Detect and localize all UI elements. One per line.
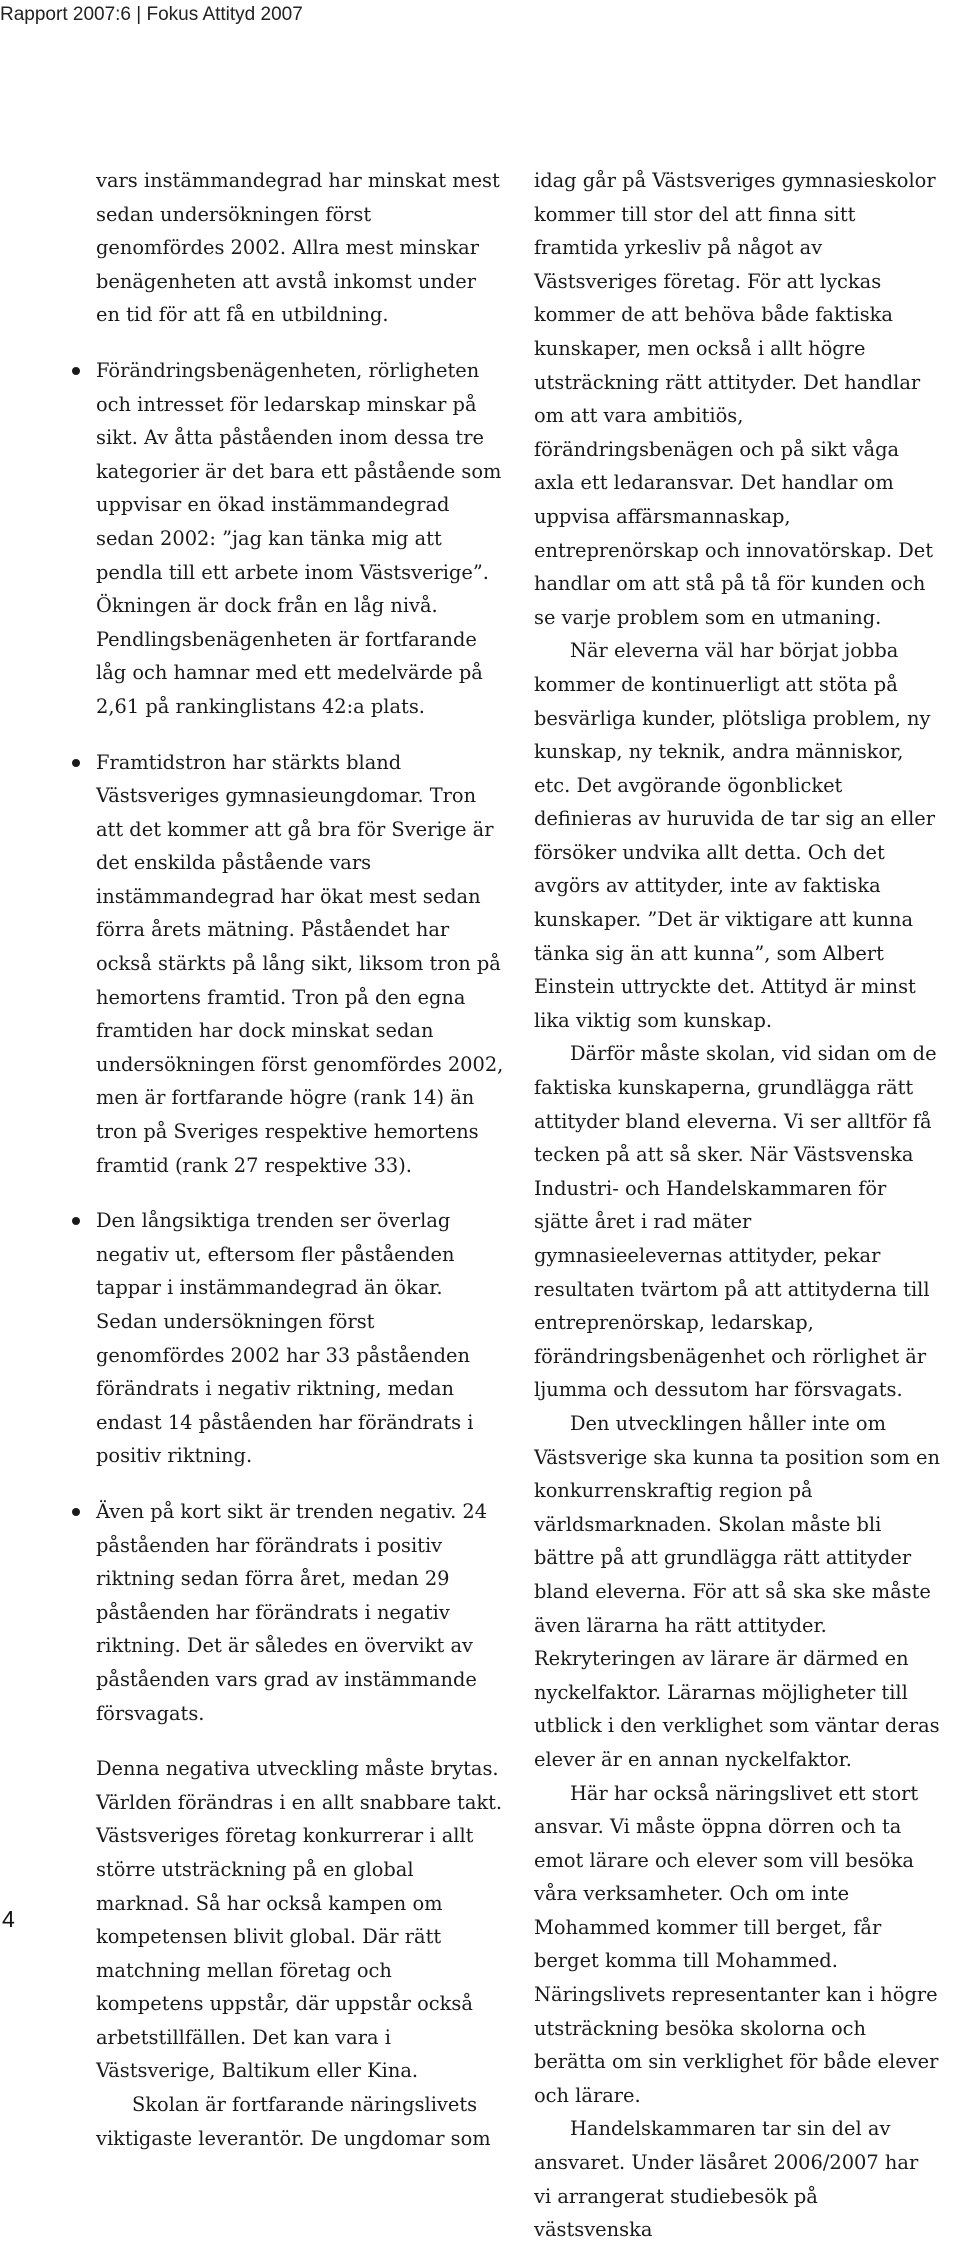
running-header <box>0 0 960 30</box>
page-number: 4 <box>2 1906 15 1932</box>
findings-bullet-list <box>96 354 504 1730</box>
left-column <box>96 164 504 2155</box>
left-paragraph: Denna negativa utveckling måste brytas. Världen förändras i en allt snabbare takt. Västsveriges företag konkurrerar i allt större utsträckning på en global marknad. Så har också kampen om kompetensen blivit global. Där rätt matchning mellan företag och kompetens uppstår, där uppstår också arbetstillfällen. Det kan vara i Västsverige, Baltikum eller Kina. <box>96 1757 503 2083</box>
right-column <box>534 164 940 2247</box>
bullet-item: Även på kort sikt är trenden negativ. 24 påståenden har förändrats i positiv riktning sedan förra året, medan 29 påståenden har förändrats i negativ riktning. Det är således en övervikt av påståenden vars grad av instämmande försvagats. <box>96 1495 504 1730</box>
bullet-item: Förändringsbenägenheten, rörligheten och intresset för ledarskap minskar på sikt. Av åtta påståenden inom dessa tre kategorier är det bara ett påstående som uppvisar en ökad instämmandegrad sedan 2002: ”jag kan tänka mig att pendla till ett arbete inom Västsverige”. Ökningen är dock från en låg nivå. Pendlingsbenägenheten är fortfarande låg och hamnar med ett medelvärde på 2,61 på rankinglistans 42:a plats. <box>96 354 504 724</box>
right-paragraph: När eleverna väl har börjat jobba kommer de kontinuerligt att stöta på besvärliga kunder, plötsliga problem, ny kunskap, ny teknik, andra människor, etc. Det avgörande ögonblicket definieras av huruvida de tar sig an eller försöker undvika allt detta. Och det avgörs av attityder, inte av faktiska kunskaper. ”Det är viktigare att kunna tänka sig än att kunna”, som Albert Einstein uttryckte det. Attityd är minst lika viktig som kunskap. <box>534 639 936 1032</box>
header-text: Rapport 2007:6 | Fokus Attityd 2007 <box>0 4 303 25</box>
right-paragraph: Handelskammaren tar sin del av ansvaret. Under läsåret 2006/2007 har vi arrangerat studiebesök på västsvenska <box>534 2117 919 2242</box>
right-paragraph: idag går på Västsveriges gymnasieskolor kommer till stor del att finna sitt framtida yrkesliv på något av Västsveriges företag. För att lyckas kommer de att behöva både faktiska kunskaper, men också i allt högre utsträckning rätt attityder. Det handlar om att vara ambitiös, förändringsbenägen och på sikt våga axla ett ledaransvar. Det handlar om uppvisa affärsmannaskap, entreprenörskap och innovatörskap. Det handlar om att stå på tå för kunden och se varje problem som en utmaning. <box>534 169 936 629</box>
bullet-item: Den långsiktiga trenden ser överlag negativ ut, eftersom fler påståenden tappar i instämmandegrad än ökar. Sedan undersökningen först genomfördes 2002 har 33 påståenden förändrats i negativ riktning, medan endast 14 påståenden har förändrats i positiv riktning. <box>96 1204 504 1473</box>
left-intro-paragraph: vars instämmandegrad har minskat mest sedan undersökningen först genomfördes 2002. Allra mest minskar benägenheten att avstå inkomst under en tid för att få en utbildning. <box>96 169 500 327</box>
right-paragraph: Därför måste skolan, vid sidan om de faktiska kunskaperna, grundlägga rätt attityder bland eleverna. Vi ser alltför få tecken på att så sker. När Västsvenska Industri- och Handelskammaren för sjätte året i rad mäter gymnasieelevernas attityder, pekar resultaten tvärtom på att attityderna till entreprenörskap, ledarskap, förändringsbenägenhet och rörlighet är ljumma och dessutom har försvagats. <box>534 1042 937 1402</box>
left-paragraph: Skolan är fortfarande näringslivets viktigaste leverantör. De ungdomar som <box>96 2093 491 2150</box>
bullet-item: Framtidstron har stärkts bland Västsveriges gymnasieungdomar. Tron att det kommer att gå bra för Sverige är det enskilda påstående vars instämmandegrad har ökat mest sedan förra årets mätning. Påståendet har också stärkts på lång sikt, liksom tron på hemortens framtid. Tron på den egna framtiden har dock minskat sedan undersökningen först genomfördes 2002, men är fortfarande högre (rank 14) än tron på Sveriges respektive hemortens framtid (rank 27 respektive 33). <box>96 746 504 1183</box>
right-paragraph: Här har också näringslivet ett stort ansvar. Vi måste öppna dörren och ta emot lärare och elever som vill besöka våra verksamheter. Och om inte Mohammed kommer till berget, får berget komma till Mohammed. Näringslivets representanter kan i högre utsträckning besöka skolorna och berätta om sin verklighet för både elever och lärare. <box>534 1781 939 2107</box>
right-paragraph: Den utvecklingen håller inte om Västsverige ska kunna ta position som en konkurrenskraftig region på världsmarknaden. Skolan måste bli bättre på att grundlägga rätt attityder bland eleverna. För att så ska ske måste även lärarna ha rätt attityder. Rekryteringen av lärare är därmed en nyckelfaktor. Lärarnas möjligheter till utblick i den verklighet som väntar deras elever är en annan nyckelfaktor. <box>534 1411 941 1771</box>
